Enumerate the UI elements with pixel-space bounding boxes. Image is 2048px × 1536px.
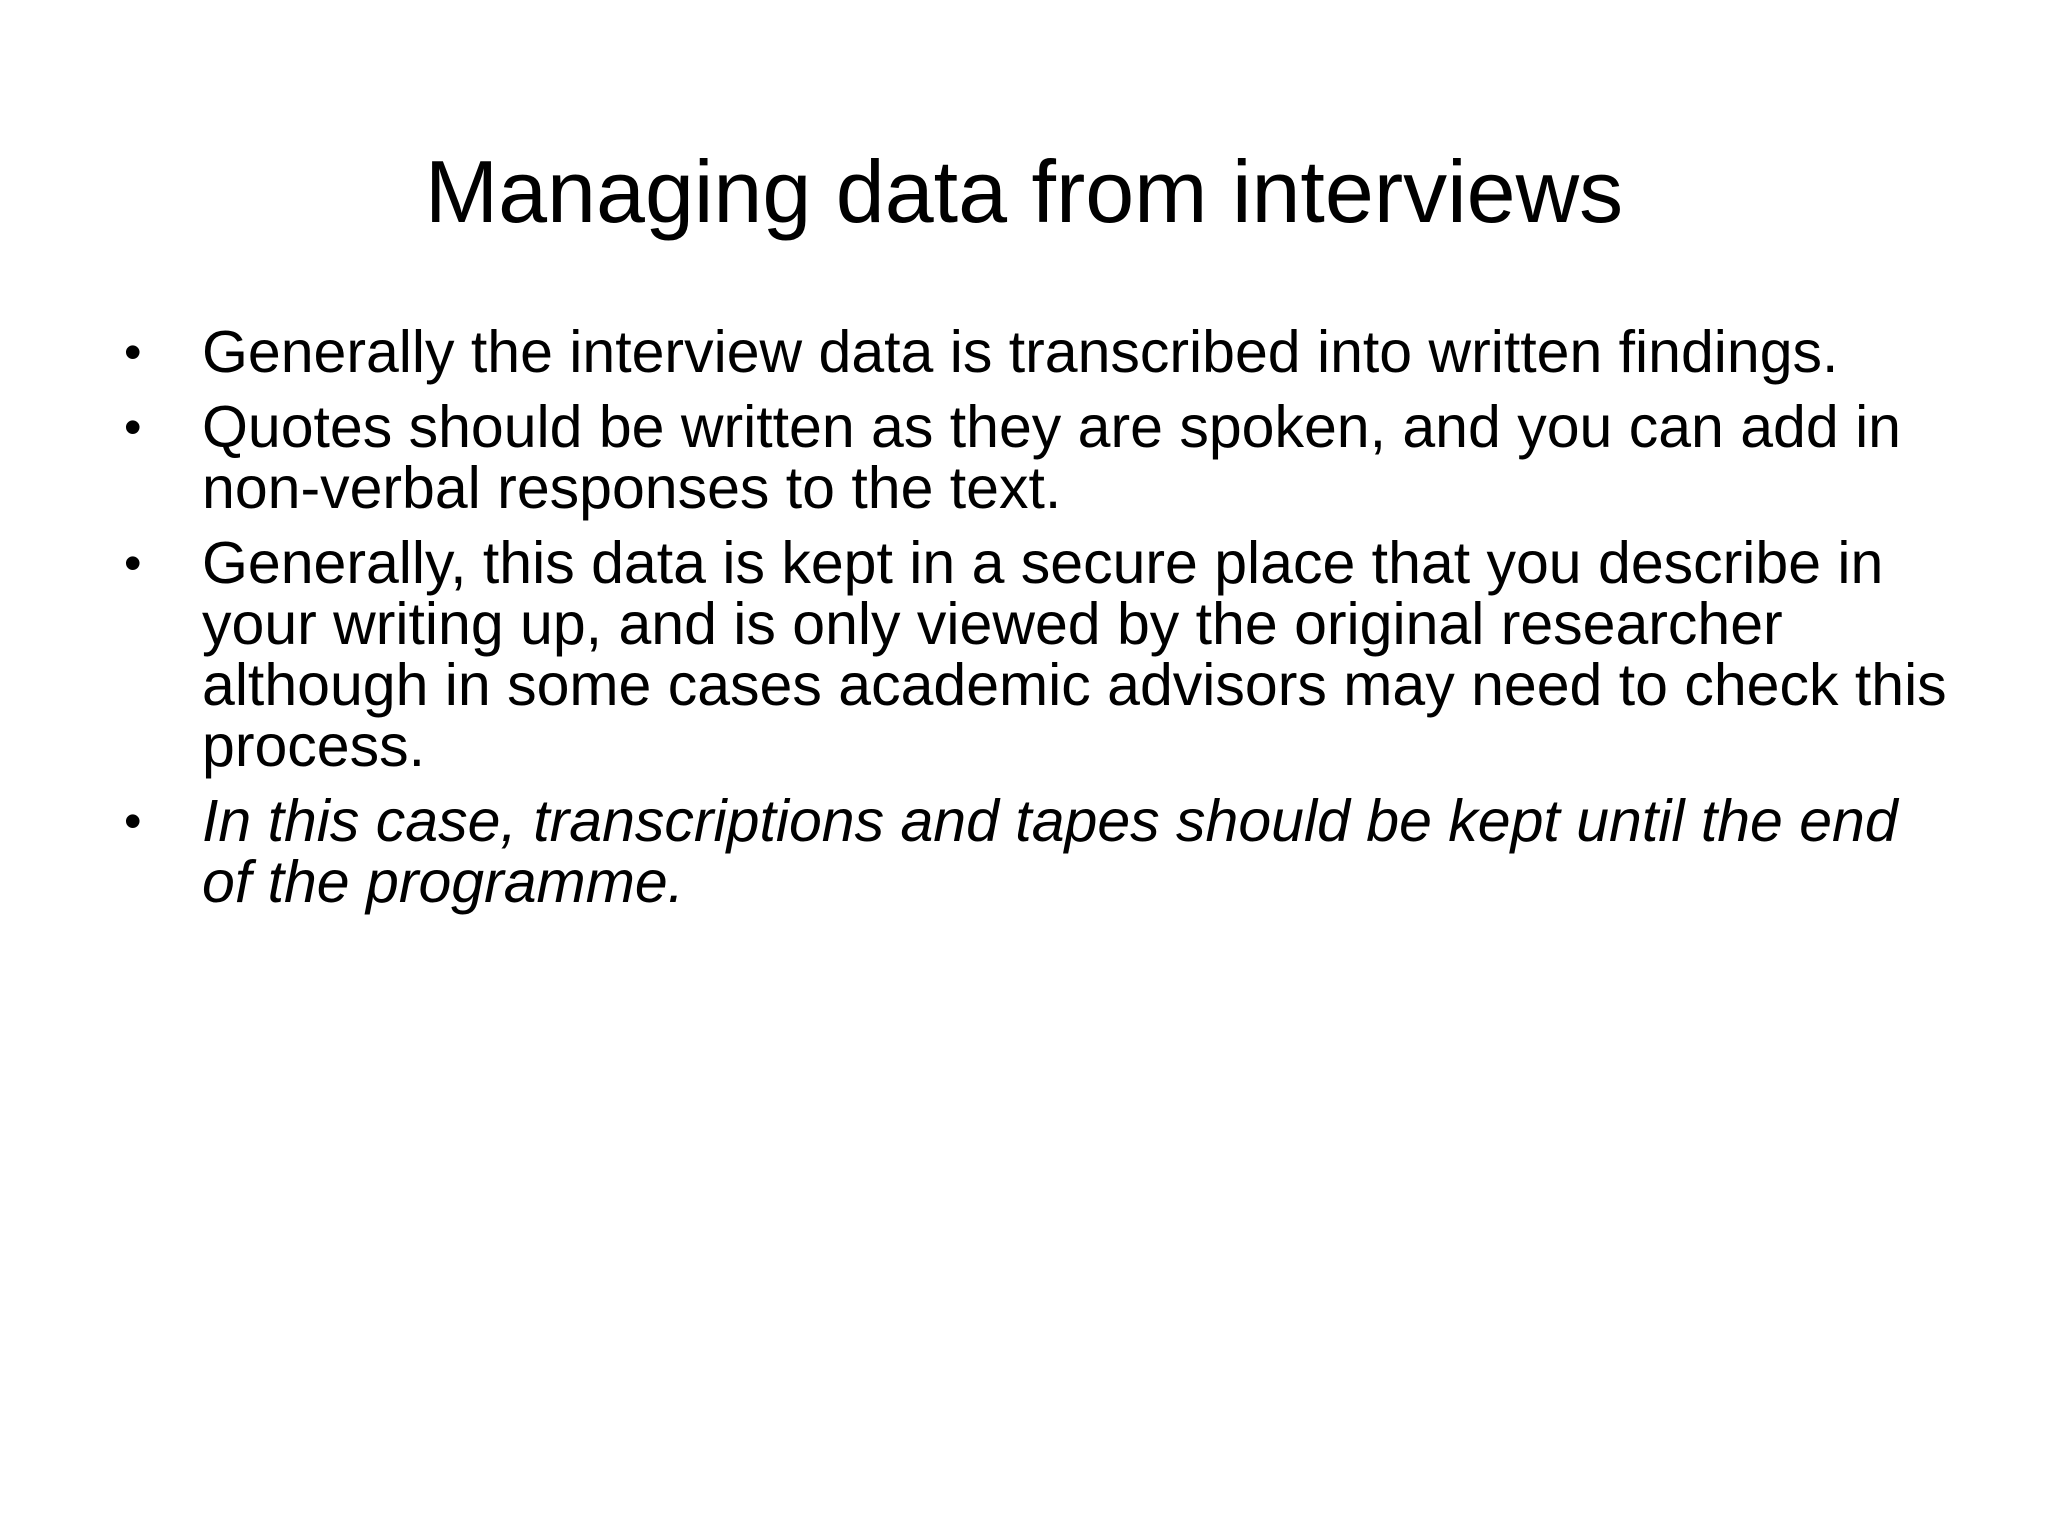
bullet-marker: • <box>124 535 142 591</box>
bullet-item-4 <box>120 788 1960 915</box>
bullet-text-4: In this case, transcriptions and tapes should be kept until the end of the programme. <box>202 788 1898 915</box>
bullet-item-2 <box>120 394 1960 521</box>
bullet-text-2: Quotes should be written as they are spoken, and you can add in non-verbal responses to the text. <box>202 394 1901 521</box>
bullet-marker: • <box>124 399 142 455</box>
bullet-item-1 <box>120 319 1960 385</box>
bullet-text-3: Generally, this data is kept in a secure place that you describe in your writing up, and is only viewed by the original researcher although in some cases academic advisors may need to check this process. <box>202 530 1947 779</box>
bullet-marker: • <box>124 793 142 849</box>
bullet-marker: • <box>124 324 142 380</box>
bullet-text-1: Generally the interview data is transcribed into written findings. <box>202 319 1839 385</box>
bullet-item-3 <box>120 530 1960 779</box>
bullet-list <box>120 319 1960 927</box>
slide-title: Managing data from interviews <box>424 142 1624 241</box>
